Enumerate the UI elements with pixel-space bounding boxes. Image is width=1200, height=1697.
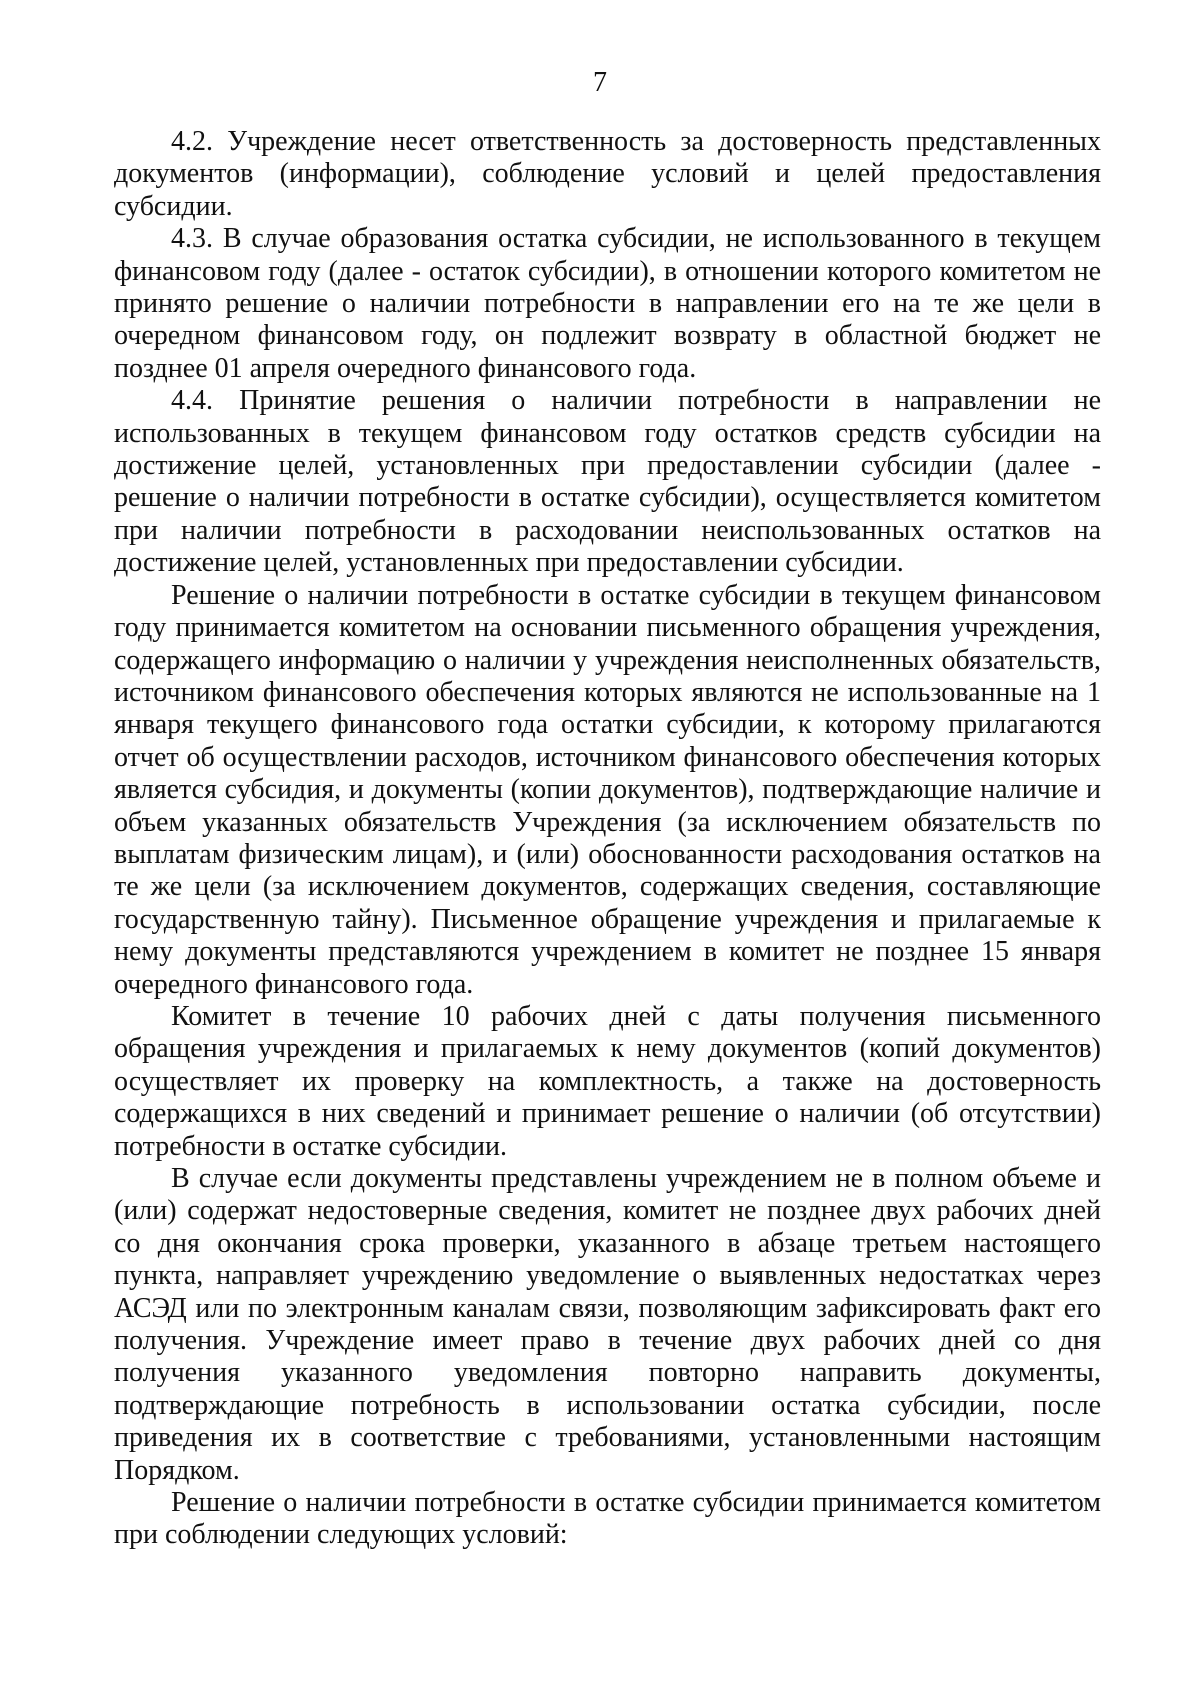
paragraph-4-2: 4.2. Учреждение несет ответственность за достоверность представленных документов (информации), соблюдение условий и целей предоставления субсидии. [114, 126, 1101, 222]
paragraph-decision-conditions: Решение о наличии потребности в остатке субсидии принимается комитетом при соблюдении следующих условий: [114, 1487, 1101, 1551]
paragraph-decision-basis: Решение о наличии потребности в остатке субсидии в текущем финансовом году принимается комитетом на основании письменного обращения учреждения, содержащего информацию о наличии у учреждения неисполненных обязательств, источником финансового обеспечения которых являются не использованные на 1 января текущего финансового года остатки субсидии, к которому прилагаются отчет об осуществлении расходов, источником финансового обеспечения которых является субсидия, и документы (копии документов), подтверждающие наличие и объем указанных обязательств Учреждения (за исключением обязательств по выплатам физическим лицам), и (или) обоснованности расходования остатков на те же цели (за исключением документов, содержащих сведения, составляющие государственную тайну). Письменное обращение учреждения и прилагаемые к нему документы представляются учреждением в комитет не позднее 15 января очередного финансового года. [114, 579, 1101, 1000]
paragraph-committee-review: Комитет в течение 10 рабочих дней с даты получения письменного обращения учреждения и прилагаемых к нему документов (копий документов) осуществляет их проверку на комплектность, а также на достоверность содержащихся в них сведений и принимает решение о наличии (об отсутствии) потребности в остатке субсидии. [114, 1000, 1101, 1162]
paragraph-4-3: 4.3. В случае образования остатка субсидии, не использованного в текущем финансовом году (далее - остаток субсидии), в отношении которого комитетом не принято решение о наличии потребности в направлении его на те же цели в очередном финансовом году, он подлежит возврату в областной бюджет не позднее 01 апреля очередного финансового года. [114, 223, 1101, 384]
page-number: 7 [593, 67, 607, 98]
document-body [114, 126, 1101, 1552]
paragraph-incomplete-documents: В случае если документы представлены учреждением не в полном объеме и (или) содержат недостоверные сведения, комитет не позднее двух рабочих дней со дня окончания срока проверки, указанного в абзаце третьем настоящего пункта, направляет учреждению уведомление о выявленных недостатках через АСЭД или по электронным каналам связи, позволяющим зафиксировать факт его получения. Учреждение имеет право в течение двух рабочих дней со дня получения указанного уведомления повторно направить документы, подтверждающие потребность в использовании остатка субсидии, после приведения их в соответствие с требованиями, установленными настоящим Порядком. [114, 1163, 1101, 1486]
paragraph-4-4: 4.4. Принятие решения о наличии потребности в направлении не использованных в текущем финансовом году остатков средств субсидии на достижение целей, установленных при предоставлении субсидии (далее - решение о наличии потребности в остатке субсидии), осуществляется комитетом при наличии потребности в расходовании неиспользованных остатков на достижение целей, установленных при предоставлении субсидии. [114, 385, 1101, 579]
